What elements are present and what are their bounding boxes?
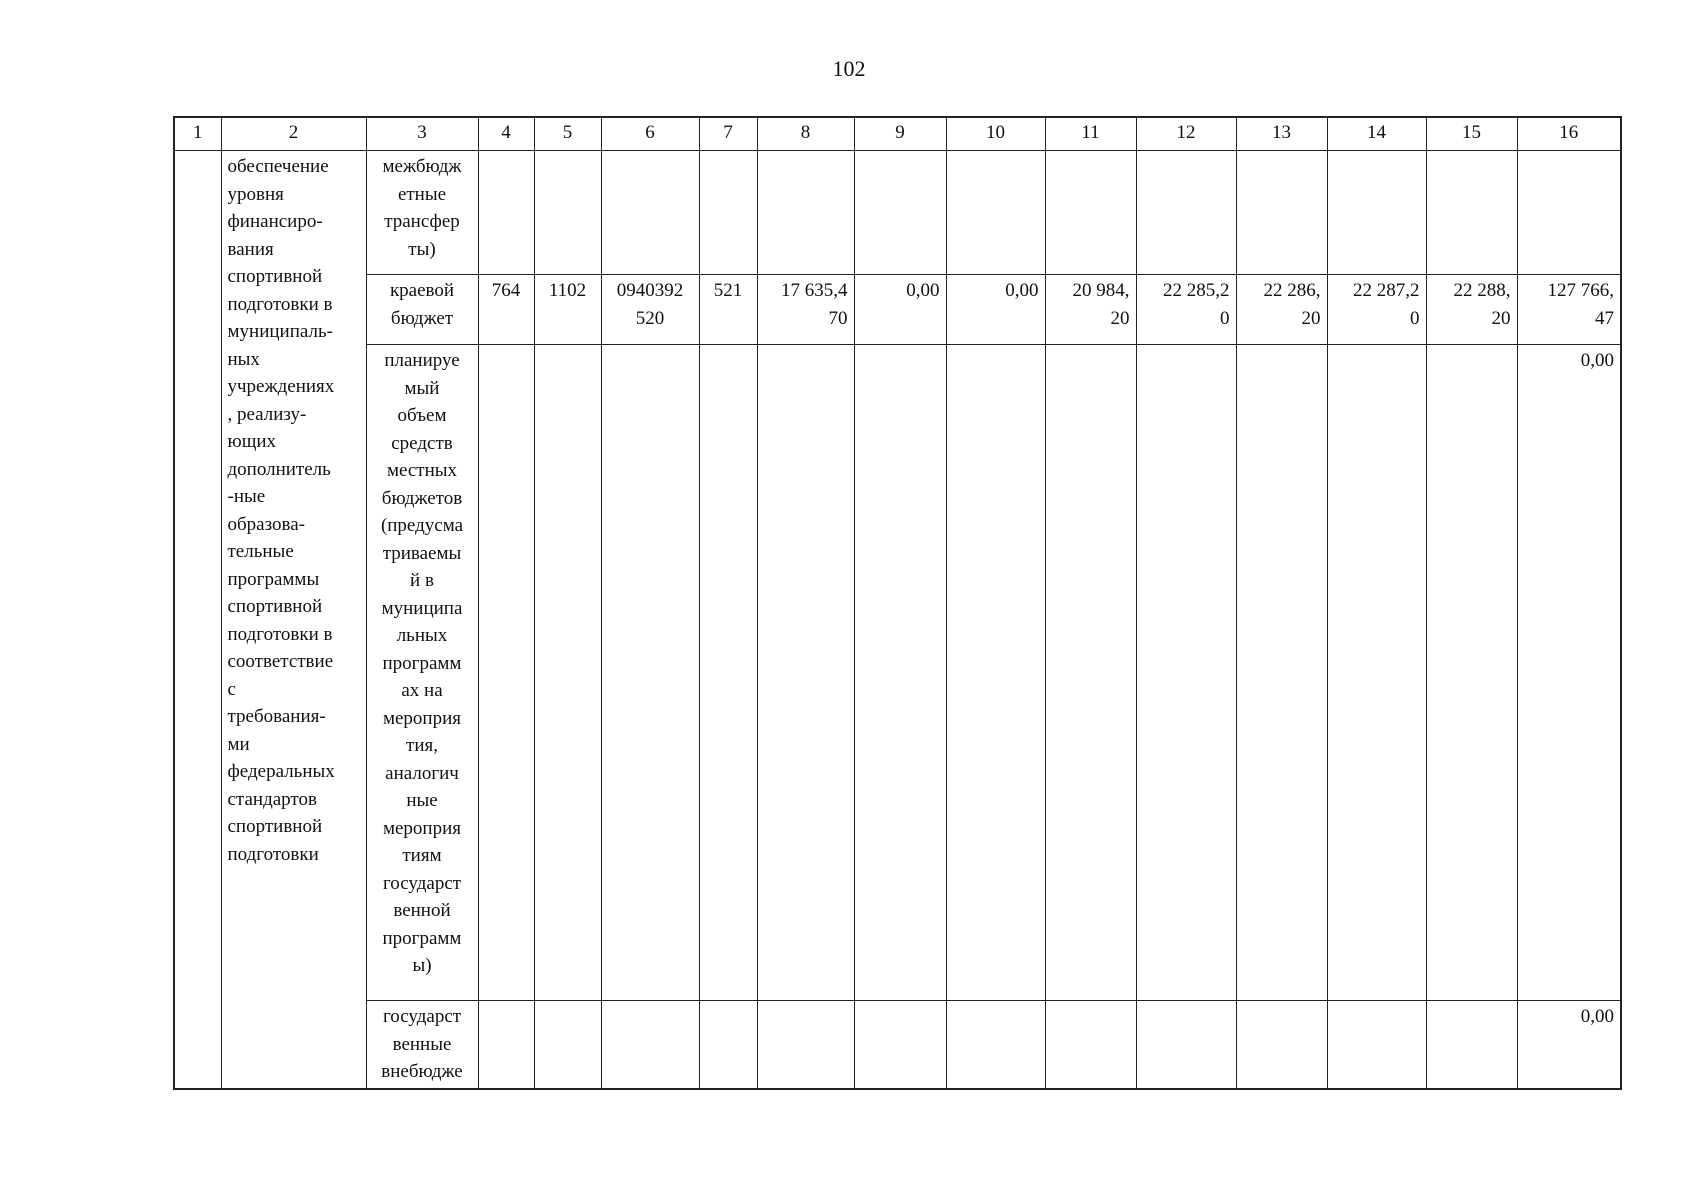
table-cell: [1136, 345, 1236, 1001]
table-cell: [534, 345, 601, 1001]
column-header: 1: [174, 117, 221, 151]
table-cell: [1517, 275, 1621, 345]
table-cell: [478, 275, 534, 345]
table-cell: [1045, 275, 1136, 345]
cell-value: 22 288, 20: [1453, 280, 1511, 329]
funding-source-cell: [366, 1001, 478, 1089]
table-cell: [534, 1001, 601, 1089]
funding-source: краевой бюджет: [389, 280, 455, 329]
cell-value: 22 285,2 0: [1163, 280, 1230, 329]
table-cell: [854, 1001, 946, 1089]
table-cell: [1236, 151, 1327, 275]
table-cell: [854, 345, 946, 1001]
table-cell: [1426, 345, 1517, 1001]
column-header: 13: [1236, 117, 1327, 151]
table-cell: [1517, 345, 1621, 1001]
table-cell: [946, 1001, 1045, 1089]
column-header: 12: [1136, 117, 1236, 151]
table-row: [174, 151, 1621, 275]
column-header: 3: [366, 117, 478, 151]
funding-source-cell: [366, 275, 478, 345]
table-cell: [1517, 151, 1621, 275]
page-number: 102: [832, 56, 866, 81]
cell-value: 0,00: [1580, 1006, 1614, 1027]
table-cell: [699, 345, 757, 1001]
table-cell: [1136, 1001, 1236, 1089]
table-cell: [757, 151, 854, 275]
measure-name: обеспечение уровня финансиро- вания спортивной подготовки в муниципаль- ных учреждениях , реализу- ющих дополнитель -ные образова- тельные программы спортивной подготовки в соответствие с требования- ми федеральных стандартов спортивной подготовки: [227, 156, 335, 865]
table-cell: [1136, 151, 1236, 275]
table-cell: [1327, 151, 1426, 275]
funding-source-cell: [366, 151, 478, 275]
column-header: 7: [699, 117, 757, 151]
row-number-cell: [174, 151, 221, 1089]
table-cell: [699, 275, 757, 345]
measure-name-cell: [221, 151, 366, 1089]
table-cell: [757, 275, 854, 345]
table-cell: [478, 345, 534, 1001]
funding-source: планируе мый объем средств местных бюджетов (предусма триваемы й в муниципа льных программ ах на мероприя тия, аналогич ные мероприя тиям государст венной программ ы): [380, 350, 464, 976]
cell-value: 22 286, 20: [1263, 280, 1321, 329]
column-header: 2: [221, 117, 366, 151]
table-cell: [534, 275, 601, 345]
table-cell: [1426, 275, 1517, 345]
column-header: 15: [1426, 117, 1517, 151]
table-cell: [1327, 345, 1426, 1001]
table-row: [174, 345, 1621, 1001]
cell-value: 0,00: [1580, 350, 1614, 371]
table-cell: [1236, 345, 1327, 1001]
column-header: 10: [946, 117, 1045, 151]
cell-value: 127 766, 47: [1547, 280, 1614, 329]
cell-value: 1102: [548, 280, 587, 301]
table-row: [174, 275, 1621, 345]
table-cell: [699, 1001, 757, 1089]
table-cell: [1327, 275, 1426, 345]
table-cell: [478, 151, 534, 275]
budget-table: [173, 116, 1622, 1090]
column-header: 14: [1327, 117, 1426, 151]
table-cell: [1136, 275, 1236, 345]
cell-value: 0940392 520: [616, 280, 684, 329]
cell-value: 20 984, 20: [1072, 280, 1130, 329]
cell-value: 0,00: [906, 280, 940, 301]
table-cell: [1426, 151, 1517, 275]
funding-source-cell: [366, 345, 478, 1001]
table-cell: [1517, 1001, 1621, 1089]
table-cell: [478, 1001, 534, 1089]
table-cell: [1236, 1001, 1327, 1089]
table-cell: [601, 275, 699, 345]
table-cell: [601, 151, 699, 275]
table-cell: [946, 151, 1045, 275]
table-cell: [854, 151, 946, 275]
column-header: 4: [478, 117, 534, 151]
column-header: 6: [601, 117, 699, 151]
funding-source: государст венные внебюдже: [381, 1006, 463, 1082]
table-cell: [1327, 1001, 1426, 1089]
funding-source: межбюдж етные трансфер ты): [382, 156, 462, 260]
table-cell: [757, 345, 854, 1001]
column-header: 9: [854, 117, 946, 151]
table-row: [174, 1001, 1621, 1089]
column-header: 11: [1045, 117, 1136, 151]
column-header: 5: [534, 117, 601, 151]
table-cell: [757, 1001, 854, 1089]
table-cell: [699, 151, 757, 275]
table-cell: [946, 275, 1045, 345]
table-cell: [1236, 275, 1327, 345]
cell-value: 22 287,2 0: [1353, 280, 1420, 329]
table-cell: [946, 345, 1045, 1001]
table-cell: [854, 275, 946, 345]
column-number-row: [174, 117, 1621, 151]
column-header: 16: [1517, 117, 1621, 151]
cell-value: 521: [713, 280, 743, 301]
table-cell: [534, 151, 601, 275]
column-header: 8: [757, 117, 854, 151]
table-cell: [601, 345, 699, 1001]
table-cell: [1045, 345, 1136, 1001]
cell-value: 17 635,4 70: [781, 280, 848, 329]
table-cell: [1426, 1001, 1517, 1089]
table-cell: [601, 1001, 699, 1089]
table-cell: [1045, 1001, 1136, 1089]
cell-value: 0,00: [1005, 280, 1039, 301]
table-cell: [1045, 151, 1136, 275]
cell-value: 764: [491, 280, 521, 301]
